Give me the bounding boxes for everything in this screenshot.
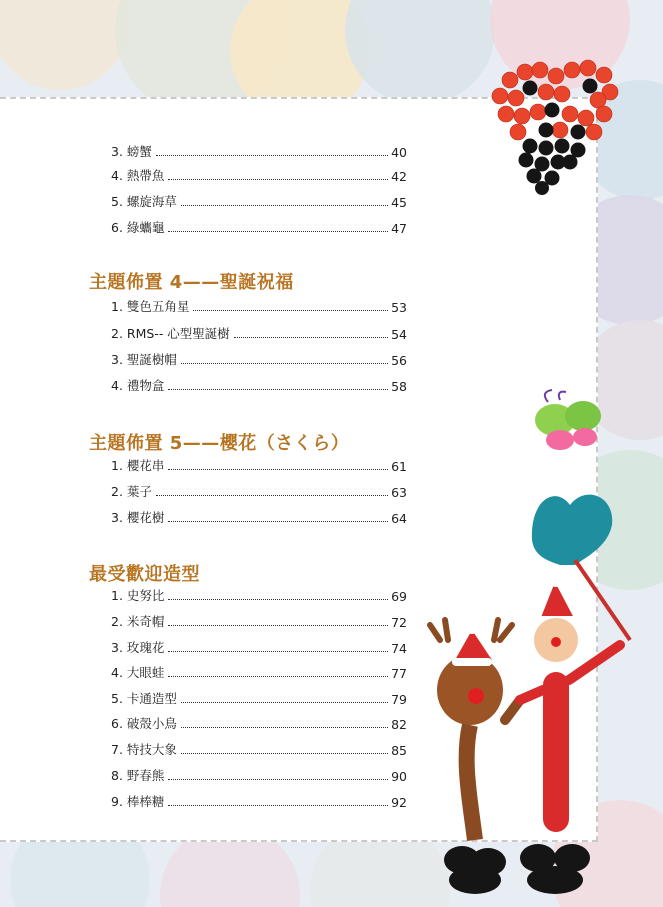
entry-page: 82 <box>391 717 407 732</box>
entry-page: 79 <box>391 692 407 707</box>
dot-leader <box>156 495 388 496</box>
dot-leader <box>168 599 388 600</box>
toc-entry[interactable] <box>111 350 407 368</box>
dot-leader <box>156 155 388 156</box>
dot-leader <box>168 805 388 806</box>
entry-page: 77 <box>391 666 407 681</box>
entry-page: 69 <box>391 589 407 604</box>
entry-label: 5. 螺旋海草 <box>111 194 177 209</box>
dot-leader <box>168 521 388 522</box>
entry-page: 54 <box>391 327 407 342</box>
toc-entry[interactable] <box>111 142 407 160</box>
section-heading: 主題佈置 4——聖誕祝福 <box>89 272 294 293</box>
entry-label: 7. 特技大象 <box>111 742 177 757</box>
dot-leader <box>168 179 388 180</box>
dot-leader <box>168 231 388 232</box>
dot-leader <box>168 779 388 780</box>
dot-leader <box>168 651 388 652</box>
toc-entry[interactable] <box>111 166 407 184</box>
toc-entry[interactable] <box>111 508 407 526</box>
toc-entry[interactable] <box>111 218 407 236</box>
toc-entry[interactable] <box>111 766 407 784</box>
entry-page: 40 <box>391 145 407 160</box>
toc-entry[interactable] <box>111 638 407 656</box>
toc-entry[interactable] <box>111 297 407 315</box>
entry-label: 2. 米奇帽 <box>111 614 165 629</box>
toc-entry[interactable] <box>111 324 407 342</box>
entry-page: 61 <box>391 459 407 474</box>
section-heading: 最受歡迎造型 <box>89 564 200 585</box>
entry-label: 3. 螃蟹 <box>111 144 152 159</box>
entry-page: 47 <box>391 221 407 236</box>
toc-entry[interactable] <box>111 663 407 681</box>
entry-page: 58 <box>391 379 407 394</box>
dot-leader <box>181 702 388 703</box>
entry-label: 3. 聖誕樹帽 <box>111 352 177 367</box>
toc-entry[interactable] <box>111 689 407 707</box>
entry-label: 2. RMS-- 心型聖誕樹 <box>111 326 230 341</box>
dot-leader <box>193 310 388 311</box>
toc-entry[interactable] <box>111 740 407 758</box>
entry-label: 4. 熱帶魚 <box>111 168 165 183</box>
toc-entry[interactable] <box>111 192 407 210</box>
entry-page: 42 <box>391 169 407 184</box>
dot-leader <box>168 625 388 626</box>
entry-label: 4. 大眼蛙 <box>111 665 165 680</box>
entry-label: 1. 櫻花串 <box>111 458 165 473</box>
toc-entry[interactable] <box>111 586 407 604</box>
entry-label: 3. 櫻花樹 <box>111 510 165 525</box>
toc-entry[interactable] <box>111 482 407 500</box>
dot-leader <box>168 676 388 677</box>
entry-page: 64 <box>391 511 407 526</box>
toc-entry[interactable] <box>111 456 407 474</box>
entry-label: 2. 葉子 <box>111 484 152 499</box>
entry-label: 8. 野春熊 <box>111 768 165 783</box>
toc-entry[interactable] <box>111 612 407 630</box>
dot-leader <box>181 363 388 364</box>
toc-entry[interactable] <box>111 714 407 732</box>
entry-page: 90 <box>391 769 407 784</box>
dot-leader <box>168 389 388 390</box>
entry-label: 4. 禮物盒 <box>111 378 165 393</box>
entry-page: 56 <box>391 353 407 368</box>
entry-label: 1. 史努比 <box>111 588 165 603</box>
toc-entry[interactable] <box>111 792 407 810</box>
entry-label: 6. 綠蠵龜 <box>111 220 165 235</box>
entry-page: 72 <box>391 615 407 630</box>
entry-page: 85 <box>391 743 407 758</box>
entry-label: 5. 卡通造型 <box>111 691 177 706</box>
entry-page: 63 <box>391 485 407 500</box>
entry-label: 3. 玫瑰花 <box>111 640 165 655</box>
dot-leader <box>181 727 388 728</box>
entry-page: 45 <box>391 195 407 210</box>
entry-label: 6. 破殼小鳥 <box>111 716 177 731</box>
entry-label: 1. 雙色五角星 <box>111 299 190 314</box>
dot-leader <box>234 337 388 338</box>
dot-leader <box>181 753 388 754</box>
dot-leader <box>168 469 388 470</box>
entry-page: 92 <box>391 795 407 810</box>
dot-leader <box>181 205 388 206</box>
section-heading: 主題佈置 5——櫻花（さくら） <box>89 433 350 454</box>
entry-page: 74 <box>391 641 407 656</box>
entry-page: 53 <box>391 300 407 315</box>
toc-entry[interactable] <box>111 376 407 394</box>
entry-label: 9. 棒棒糖 <box>111 794 165 809</box>
